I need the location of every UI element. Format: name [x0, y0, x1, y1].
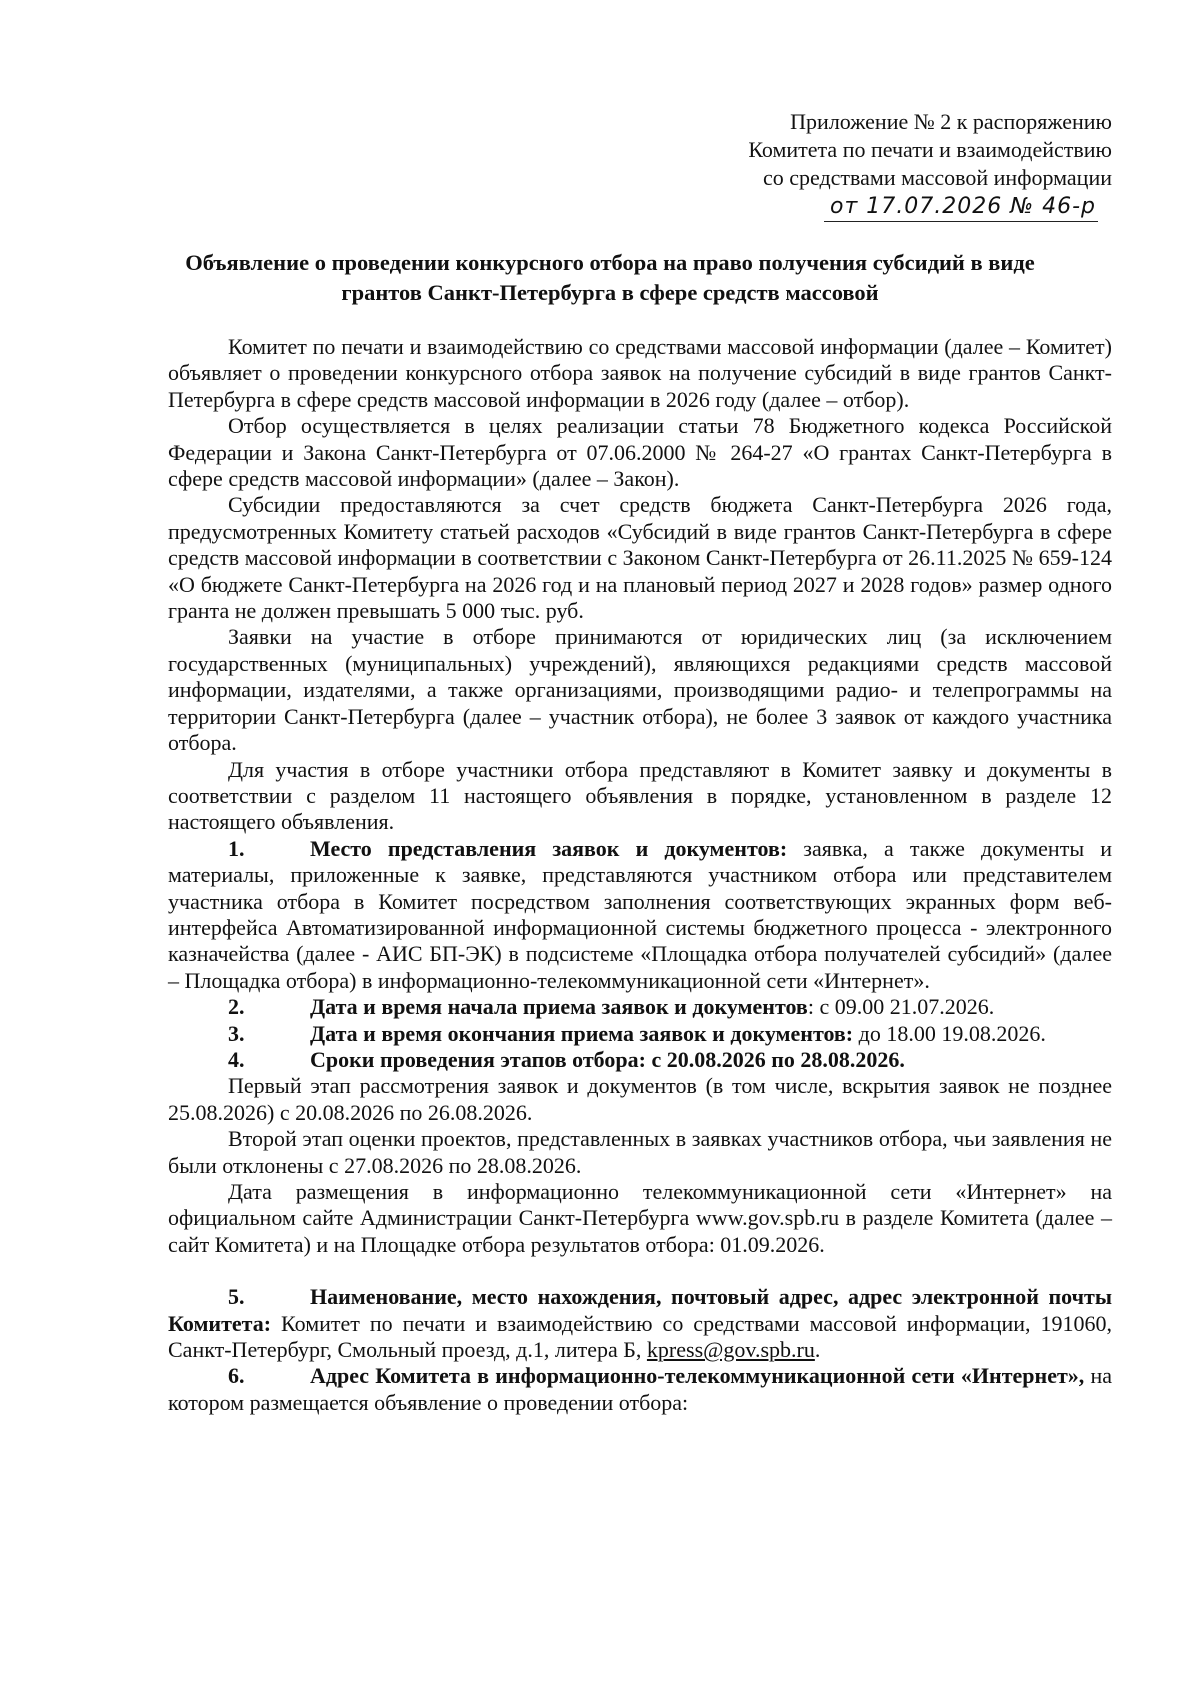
paragraph-participation: Для участия в отборе участники отбора представляют в Комитет заявку и документы в соответствии с разделом 11 настоящего объявления в порядке, установленном в разделе 12 настоящего объявления. [168, 756, 1112, 835]
section-number: 1. [228, 835, 245, 861]
paragraph-eligibility: Заявки на участие в отборе принимаются от юридических лиц (за исключением государственных (муниципальных) учреждений), являющихся редакциями средств массовой информации, издателями, а также организациями, производящими радио- и телепрограммы на территории Санкт-Петербурга (далее – участник отбора), не более 3 заявок от каждого участника отбора. [168, 624, 1112, 756]
section-heading: Дата и время начала приема заявок и документов [310, 994, 808, 1020]
section-heading: Дата и время окончания приема заявок и документов: [310, 1020, 854, 1046]
spacer [168, 1258, 1112, 1284]
section-text: до 18.00 19.08.2026. [853, 1020, 1046, 1046]
section-number: 4. [228, 1046, 245, 1072]
document-body [168, 334, 1112, 1416]
paragraph-stage-1: Первый этап рассмотрения заявок и документов (в том числе, вскрытия заявок не позднее 25.08.2026) с 20.08.2026 по 26.08.2026. [168, 1073, 1112, 1125]
section-heading: Адрес Комитета в информационно-телекоммуникационной сети «Интернет», [310, 1363, 1085, 1389]
section-number: 5. [228, 1284, 245, 1310]
section-number: 6. [228, 1363, 245, 1389]
committee-email-link[interactable]: kpress@gov.spb.ru [646, 1337, 815, 1363]
header-line-3: со средствами массовой информации [762, 165, 1112, 190]
section-number: 2. [228, 994, 245, 1020]
section-heading: Сроки проведения этапов отбора: [310, 1046, 646, 1072]
paragraph-intro: Комитет по печати и взаимодействию со средствами массовой информации (далее – Комитет) объявляет о проведении конкурсного отбора заявок на получение субсидий в виде грантов Санкт-Петербурга в сфере средств массовой информации в 2026 году (далее – отбор). [168, 334, 1112, 412]
paragraph-purpose: Отбор осуществляется в целях реализации статьи 78 Бюджетного кодекса Российской Федерации и Закона Санкт-Петербурга от 07.06.2000 № 264-27 «О грантах Санкт-Петербурга в сфере средств массовой информации» (далее – Закон). [168, 413, 1112, 492]
section-2 [168, 994, 1112, 1020]
paragraph-funding: Субсидии предоставляются за счет средств бюджета Санкт-Петербурга 2026 года, предусмотренных Комитету статьей расходов «Субсидий в виде грантов Санкт-Петербурга в сфере средств массовой информации в соответствии с Законом Санкт-Петербурга от 26.11.2025 № 659-124 «О бюджете Санкт-Петербурга на 2026 год и на плановый период 2027 и 2028 годов» размер одного гранта не должен превышать 5 000 тыс. руб. [168, 492, 1112, 624]
section-4 [168, 1047, 1112, 1073]
appendix-header [748, 108, 1112, 222]
section-text: заявка, а также документы и материалы, приложенные к заявке, представляются участником отбора или представителем участника отбора в Комитет посредством заполнения соответствующих экранных форм веб-интерфейса Автоматизированной информационной системы бюджетного процесса - электронного казначейства (далее - АИС БП-ЭК) в подсистеме «Площадка отбора получателей субсидий» (далее – Площадка отбора) в информационно-телекоммуникационной сети «Интернет». [168, 835, 1112, 993]
section-text: : с 09.00 21.07.2026. [807, 994, 995, 1020]
section-heading: Наименование, место нахождения, почтовый адрес, адрес электронной почты Комитета: [168, 1284, 1112, 1336]
section-5 [168, 1284, 1112, 1363]
paragraph-stage-2: Второй этап оценки проектов, представленных в заявках участников отбора, чьи заявления не были отклонены с 27.08.2026 по 28.08.2026. [168, 1126, 1112, 1178]
section-text: на котором размещается объявление о проведении отбора: [168, 1363, 1112, 1415]
section-number: 3. [228, 1020, 245, 1046]
handwritten-order-number: от 17.07.2026 № 46-р [824, 193, 1098, 222]
section-tail: . [814, 1337, 821, 1363]
section-heading: Место представления заявок и документов: [310, 835, 788, 861]
section-text: с 20.08.2026 по 28.08.2026. [645, 1046, 905, 1072]
header-line-1: Приложение № 2 к распоряжению [790, 109, 1112, 134]
paragraph-results-date: Дата размещения в информационно телекоммуникационной сети «Интернет» на официальном сайте Администрации Санкт-Петербурга www.gov.spb.ru в разделе Комитета (далее – сайт Комитета) и на Площадке отбора результатов отбора: 01.09.2026. [168, 1179, 1112, 1257]
header-line-2: Комитета по печати и взаимодействию [748, 137, 1112, 162]
section-3 [168, 1021, 1112, 1047]
section-1 [168, 836, 1112, 994]
document-title: Объявление о проведении конкурсного отбора на право получения субсидий в виде грантов Санкт-Петербурга в сфере средств массовой [185, 250, 1035, 305]
section-6 [168, 1363, 1112, 1416]
section-text: Комитет по печати и взаимодействию со средствами массовой информации, 191060, Санкт-Петербург, Смольный проезд, д.1, литера Б, [168, 1310, 1112, 1363]
